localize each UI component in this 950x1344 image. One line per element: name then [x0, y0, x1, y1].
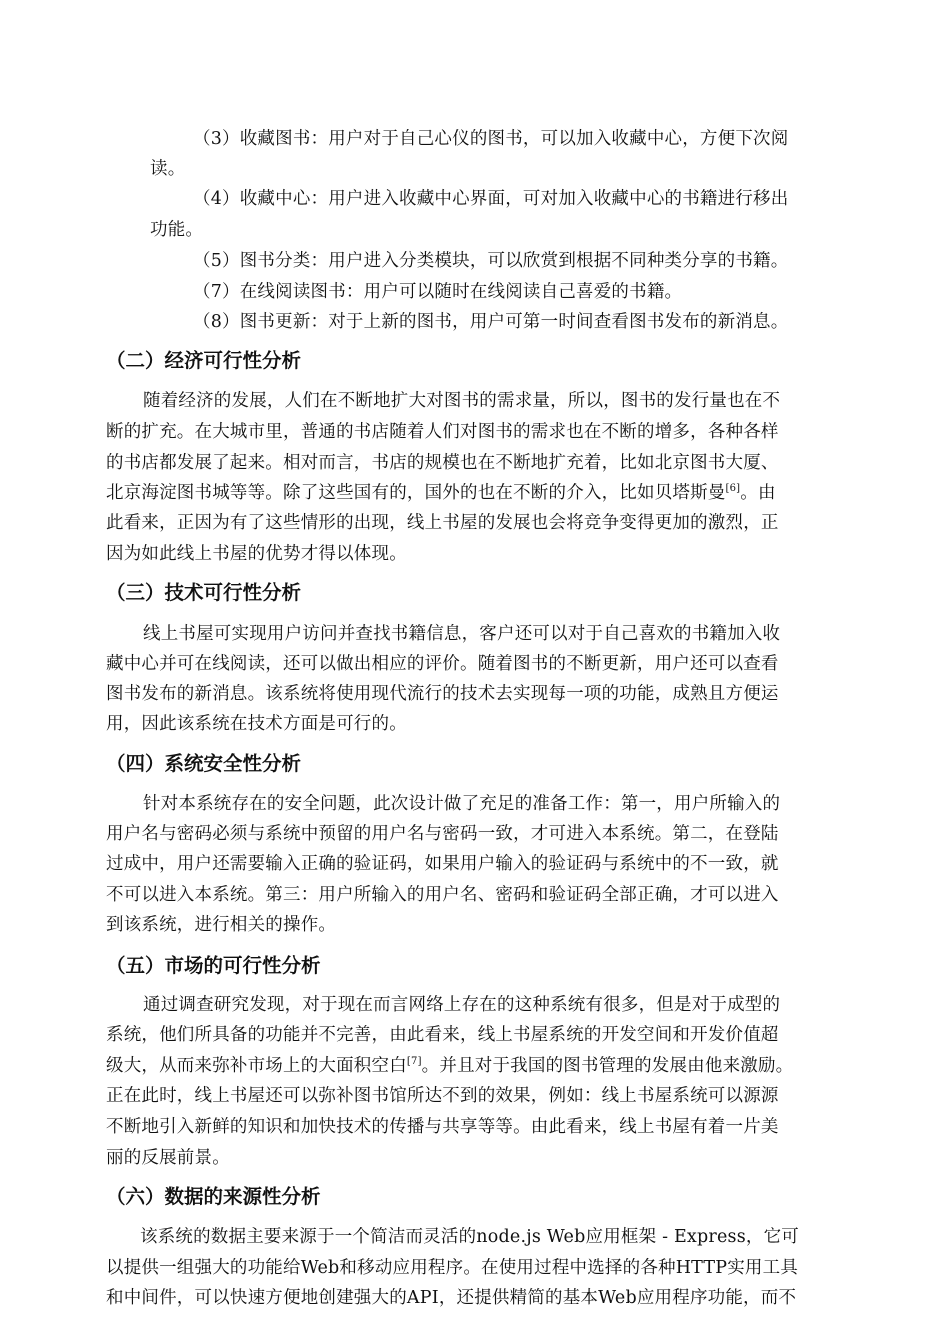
- function-item-7: （7）在线阅读图书：用户可以随时在线阅读自己喜爱的书籍。: [193, 282, 683, 302]
- function-item-4-line-1: （4）收藏中心：用户进入收藏中心界面，可对加入收藏中心的书籍进行移出: [193, 189, 789, 209]
- paragraph-line: 和中间件，可以快速方便地创建强大的API，还提供精简的基本Web应用程序功能，而不: [106, 1288, 797, 1308]
- paragraph-line: 系统，他们所具备的功能并不完善，由此看来，线上书屋系统的开发空间和开发价值超: [106, 1025, 779, 1045]
- section-heading-technical: （三）技术可行性分析: [106, 581, 302, 604]
- paragraph-line: 过成中，用户还需要输入正确的验证码，如果用户输入的验证码与系统中的不一致，就: [106, 854, 779, 874]
- paragraph-line: 以提供一组强大的功能给Web和移动应用程序。在使用过程中选择的各种HTTP实用工具: [106, 1258, 799, 1278]
- function-item-3-line-2: 读。: [150, 159, 186, 179]
- section-heading-security: （四）系统安全性分析: [106, 752, 302, 775]
- function-item-3-line-1: （3）收藏图书：用户对于自己心仪的图书，可以加入收藏中心，方便下次阅: [193, 129, 789, 149]
- paragraph-text: 。并且对于我国的图书管理的发展由他来激励。: [421, 1056, 794, 1076]
- paragraph-line: 用，因此该系统在技术方面是可行的。: [106, 714, 407, 734]
- citation-ref: [6]: [725, 483, 741, 495]
- paragraph-line: 线上书屋可实现用户访问并查找书籍信息，客户还可以对于自己喜欢的书籍加入收: [143, 624, 781, 644]
- paragraph-text: 级大，从而来弥补市场上的大面积空白: [106, 1056, 407, 1076]
- paragraph-line: [106, 1051, 793, 1081]
- section-heading-economic: （二）经济可行性分析: [106, 349, 302, 372]
- paragraph-line: [106, 478, 776, 508]
- paragraph-line: 针对本系统存在的安全问题，此次设计做了充足的准备工作：第一，用户所输入的: [143, 794, 781, 814]
- paragraph-line: 该系统的数据主要来源于一个简洁而灵活的node.js Web应用框架 - Express，它可: [140, 1227, 799, 1247]
- function-item-5: （5）图书分类：用户进入分类模块，可以欣赏到根据不同种类分享的书籍。: [193, 251, 789, 271]
- section-heading-market: （五）市场的可行性分析: [106, 954, 321, 977]
- citation-ref: [7]: [406, 1056, 422, 1068]
- paragraph-line: 藏中心并可在线阅读，还可以做出相应的评价。随着图书的不断更新，用户还可以查看: [106, 654, 779, 674]
- function-item-8: （8）图书更新：对于上新的图书，用户可第一时间查看图书发布的新消息。: [193, 312, 789, 332]
- paragraph-line: 随着经济的发展，人们在不断地扩大对图书的需求量，所以，图书的发行量也在不: [143, 391, 781, 411]
- paragraph-line: 不可以进入本系统。第三：用户所输入的用户名、密码和验证码全部正确，才可以进入: [106, 885, 779, 905]
- paragraph-line: 正在此时，线上书屋还可以弥补图书馆所达不到的效果，例如：线上书屋系统可以源源: [106, 1086, 779, 1106]
- paragraph-line: 的书店都发展了起来。相对而言，书店的规模也在不断地扩充着，比如北京图书大厦、: [106, 453, 779, 473]
- paragraph-line: 通过调查研究发现，对于现在而言网络上存在的这种系统有很多，但是对于成型的: [143, 995, 781, 1015]
- paragraph-line: 断的扩充。在大城市里，普通的书店随着人们对图书的需求也在不断的增多，各种各样: [106, 422, 779, 442]
- paragraph-line: 图书发布的新消息。该系统将使用现代流行的技术去实现每一项的功能，成熟且方便运: [106, 684, 779, 704]
- paragraph-text: 。由: [740, 483, 776, 503]
- paragraph-line: 此看来，正因为有了这些情形的出现，线上书屋的发展也会将竞争变得更加的激烈，正: [106, 513, 779, 533]
- paragraph-text: 北京海淀图书城等等。除了这些国有的，国外的也在不断的介入，比如贝塔斯曼: [106, 483, 726, 503]
- paragraph-line: 到该系统，进行相关的操作。: [106, 915, 337, 935]
- paragraph-line: 丽的反展前景。: [106, 1148, 230, 1168]
- paragraph-line: 不断地引入新鲜的知识和加快技术的传播与共享等等。由此看来，线上书屋有着一片美: [106, 1117, 779, 1137]
- function-item-4-line-2: 功能。: [150, 220, 204, 240]
- section-heading-data-source: （六）数据的来源性分析: [106, 1185, 321, 1208]
- paragraph-line: 因为如此线上书屋的优势才得以体现。: [106, 544, 407, 564]
- paragraph-line: 用户名与密码必须与系统中预留的用户名与密码一致，才可进入本系统。第二，在登陆: [106, 824, 779, 844]
